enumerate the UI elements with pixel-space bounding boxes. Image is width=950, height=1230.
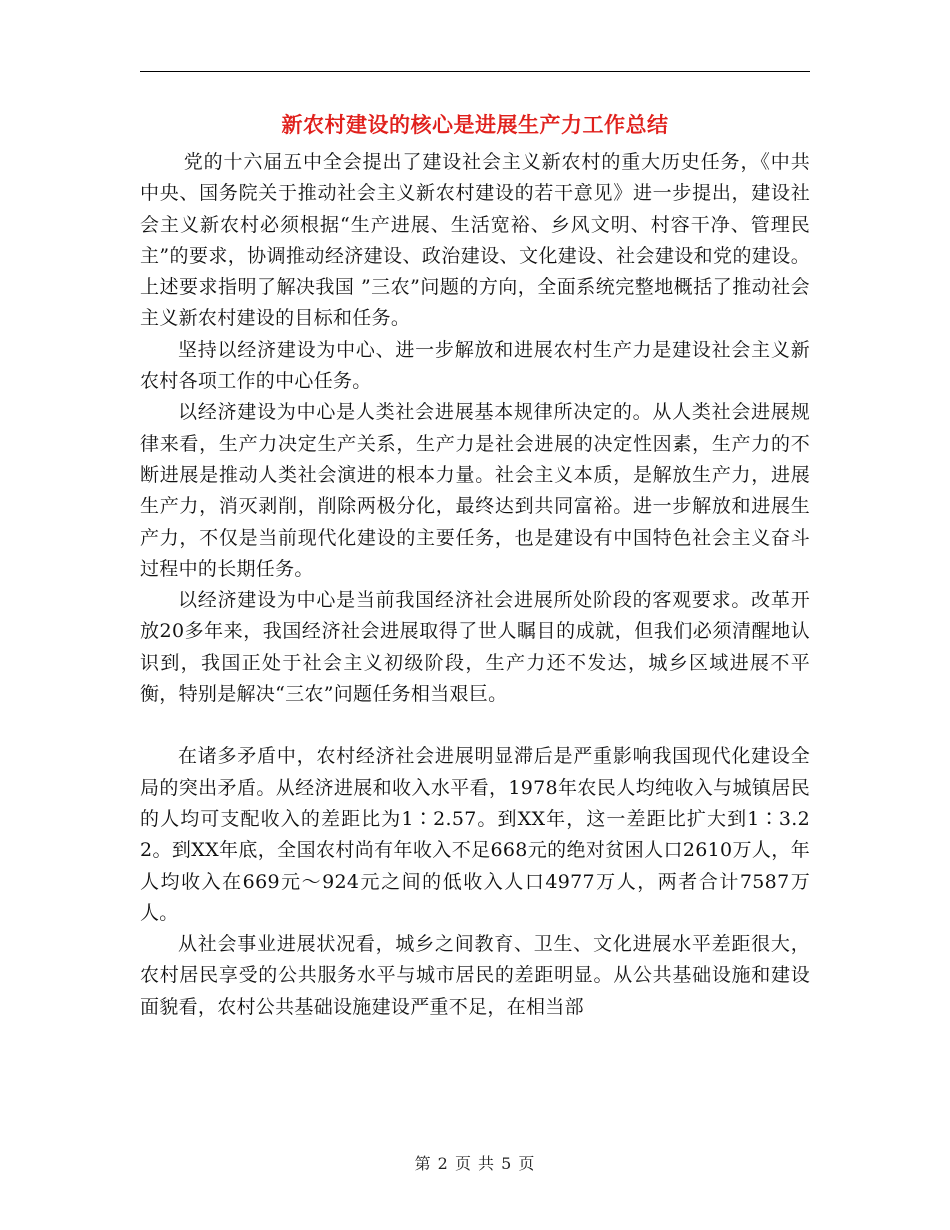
paragraph-6: 从社会事业进展状况看，城乡之间教育、卫生、文化进展水平差距很大，农村居民享受的公共服务水平与城市居民的差距明显。从公共基础设施和建设面貌看，农村公共基础设施建设严重不足，在相当部 — [140, 933, 810, 1018]
header-rule — [140, 71, 810, 72]
paragraph-5: 在诸多矛盾中，农村经济社会进展明显滞后是严重影响我国现代化建设全局的突出矛盾。从经济进展和收入水平看，1978年农民人均纯收入与城镇居民的人均可支配收入的差距比为1∶2.57。到XX年，这一差距比扩大到1∶3.22。到XX年底，全国农村尚有年收入不足668元的绝对贫困人口2610万人，年人均收入在669元～924元之间的低收入人口4977万人，两者合计7587万人。 — [140, 745, 810, 924]
paragraph-4: 以经济建设为中心是当前我国经济社会进展所处阶段的客观要求。改革开放20多年来，我国经济社会进展取得了世人瞩目的成就，但我们必须清醒地认识到，我国正处于社会主义初级阶段，生产力还不发达，城乡区域进展不平衡，特别是解决“三农”问题任务相当艰巨。 — [140, 589, 810, 706]
document-body — [140, 147, 810, 1023]
paragraph-3: 以经济建设为中心是人类社会进展基本规律所决定的。从人类社会进展规律来看，生产力决定生产关系，生产力是社会进展的决定性因素，生产力的不断进展是推动人类社会演进的根本力量。社会主义本质，是解放生产力，进展生产力，消灭剥削，削除两极分化，最终达到共同富裕。进一步解放和进展生产力，不仅是当前现代化建设的主要任务，也是建设有中国特色社会主义奋斗过程中的长期任务。 — [140, 401, 810, 580]
paragraph-1: 党的十六届五中全会提出了建设社会主义新农村的重大历史任务，《中共中央、国务院关于推动社会主义新农村建设的若干意见》进一步提出，建设社会主义新农村必须根据“生产进展、生活宽裕、乡风文明、村容干净、管理民主”的要求，协调推动经济建设、政治建设、文化建设、社会建设和党的建设。上述要求指明了解决我国 ”三农”问题的方向，全面系统完整地概括了推动社会主义新农村建设的目标和任务。 — [140, 151, 810, 330]
document-title: 新农村建设的核心是进展生产力工作总结 — [281, 113, 669, 137]
page-number-footer: 第 2 页 共 5 页 — [414, 1154, 536, 1173]
paragraph-2: 坚持以经济建设为中心、进一步解放和进展农村生产力是建设社会主义新农村各项工作的中心任务。 — [140, 338, 810, 393]
